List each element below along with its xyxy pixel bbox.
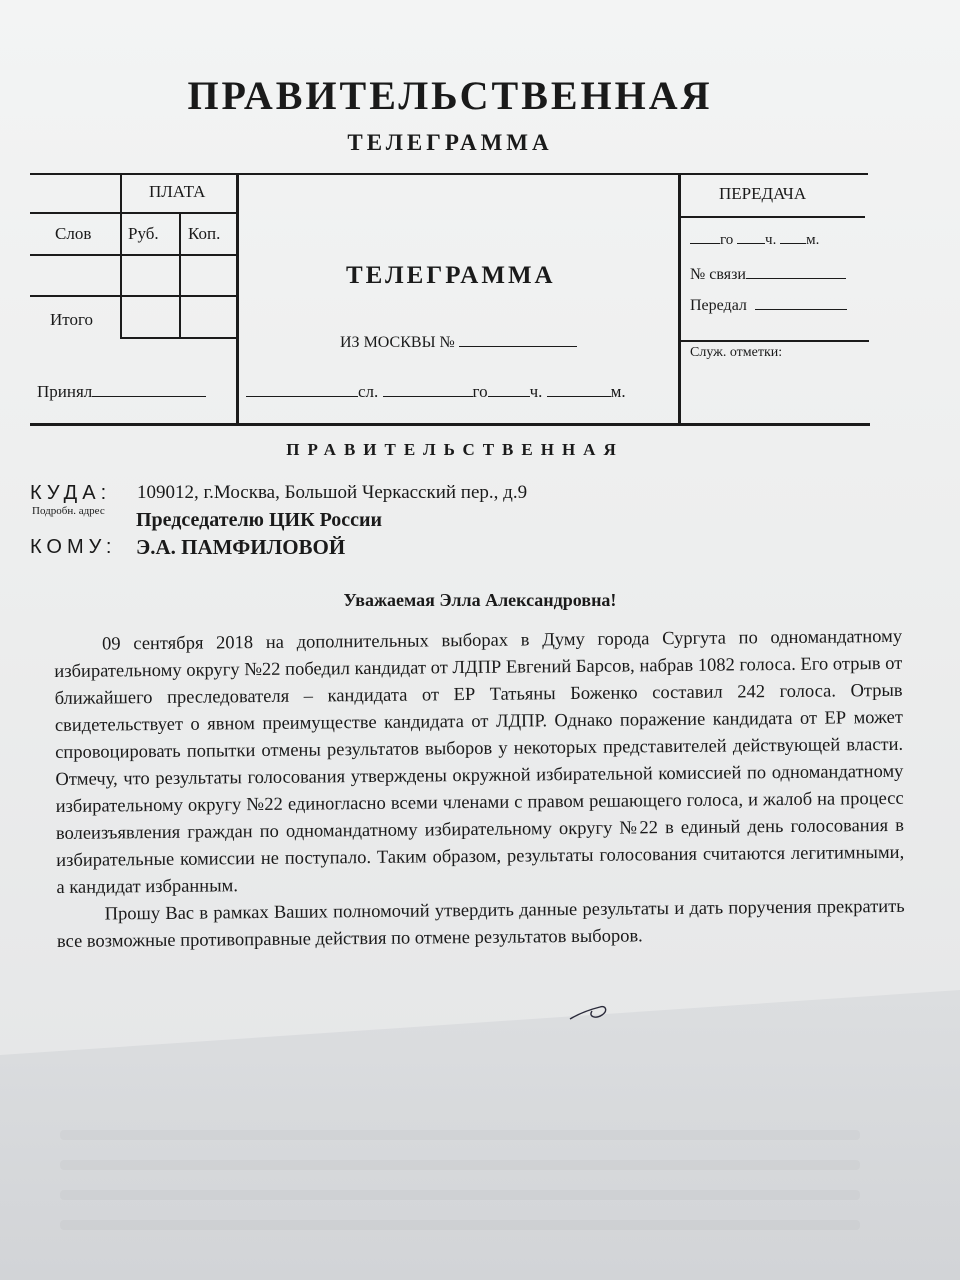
- svyazi-label: № связи: [690, 266, 746, 283]
- kuda-label: КУДА:: [30, 482, 112, 504]
- go-blank: [383, 380, 473, 397]
- rub-kop-line: [179, 213, 181, 338]
- iz-moskvy-blank: [459, 330, 577, 347]
- form-right-divider: [678, 173, 681, 423]
- letter-paragraph-2: Прошу Вас в рамках Ваших полномочий утвердить данные результаты и дать поручения прекратить все возможные противоправные действия по отмене результатов выборов.: [56, 896, 905, 952]
- iz-moskvy-label: ИЗ МОСКВЫ №: [340, 334, 455, 351]
- form-left-divider: [236, 173, 239, 423]
- svyazi-field: [690, 262, 846, 284]
- slov-row-line: [30, 254, 237, 256]
- kuda-value: 109012, г.Москва, Большой Черкасский пер., д.9: [137, 482, 528, 503]
- plata-label: ПЛАТА: [149, 182, 206, 201]
- slov-label: Слов: [55, 224, 92, 243]
- go-label: го: [472, 382, 488, 401]
- pd-go-label: го: [720, 232, 734, 248]
- sluzh-label: Служ. отметки:: [690, 345, 783, 360]
- letter-body: [54, 624, 905, 956]
- sl-blank: [246, 380, 358, 397]
- government-band: ПРАВИТЕЛЬСТВЕННАЯ: [286, 440, 624, 459]
- prinyal-blank: [92, 380, 206, 397]
- rub-label: Руб.: [128, 224, 159, 243]
- m-blank: [547, 380, 611, 397]
- document-title: ПРАВИТЕЛЬСТВЕННАЯ: [187, 73, 713, 118]
- prinyal-label: Принял: [37, 382, 93, 401]
- ch-label: ч.: [529, 382, 543, 401]
- pd-m-blank: [780, 230, 806, 244]
- letter-paragraph-1: 09 сентября 2018 на дополнительных выборах в Думу города Сургута по одномандатному избирательному округу №22 победил кандидат от ЛДПР Евгений Барсов, набрав 1082 голоса. Его отрыв от ближайшего преследователя – кандидата от ЕР Татьяны Боженко составил 242 голоса. Отрыв свидетельствует о явном преимуществе кандидата от ЛДПР. Однако поражение кандидата от ЕР может спровоцировать попытки отмены результатов выборов у некоторых представителей действующей власти. Отмечу, что результаты голосования утверждены окружной избирательной комиссией по одномандатному избирательному округу №22 единогласно всеми членами с правом решающего голоса, и жалоб на процесс волеизъявления граждан по одномандатному избирательному округу №22 в единый день голосования в избирательные комиссии не поступало. Таким образом, результаты голосования считаются легитимными, а кандидат избранным.: [54, 626, 905, 898]
- prinyal-field: [37, 380, 206, 402]
- peredal-label: Передал: [690, 297, 747, 314]
- podrobn-label: Подробн. адрес: [32, 505, 105, 517]
- telegram-center-title: ТЕЛЕГРАММА: [346, 262, 556, 289]
- itogo-label: Итого: [50, 310, 94, 329]
- recipient-position: Председателю ЦИК России: [136, 509, 383, 531]
- m-label: м.: [610, 382, 626, 401]
- document-subtitle: ТЕЛЕГРАММА: [347, 130, 553, 155]
- sluzh-row-line: [679, 340, 869, 342]
- sl-label: сл.: [358, 382, 379, 401]
- peredacha-label: ПЕРЕДАЧА: [719, 184, 807, 203]
- peredal-field: [690, 293, 847, 315]
- kop-label: Коп.: [188, 224, 221, 243]
- peredacha-time-field: [690, 230, 819, 249]
- pd-ch-label: ч.: [765, 232, 777, 248]
- svyazi-blank: [746, 262, 846, 279]
- peredacha-row-line: [679, 216, 865, 218]
- rub-row-line: [120, 295, 237, 297]
- ch-blank: [488, 380, 530, 397]
- send-time-field: [246, 380, 626, 402]
- form-top-border: [30, 173, 868, 175]
- komu-label: КОМУ:: [30, 536, 117, 558]
- pd-ch-blank: [737, 230, 765, 244]
- pd-go-blank: [690, 230, 720, 244]
- peredal-blank: [755, 293, 847, 310]
- komu-value: Э.А. ПАМФИЛОВОЙ: [136, 535, 346, 559]
- form-bottom-border: [30, 423, 870, 426]
- slov-left-line: [30, 295, 120, 297]
- signature-mark: [566, 995, 616, 1025]
- letter-greeting: Уважаемая Элла Александровна!: [343, 590, 617, 610]
- itogo-row-line: [120, 337, 237, 339]
- pd-m-label: м.: [806, 232, 820, 248]
- iz-moskvy-field: [340, 330, 577, 352]
- plata-row-line: [30, 212, 237, 214]
